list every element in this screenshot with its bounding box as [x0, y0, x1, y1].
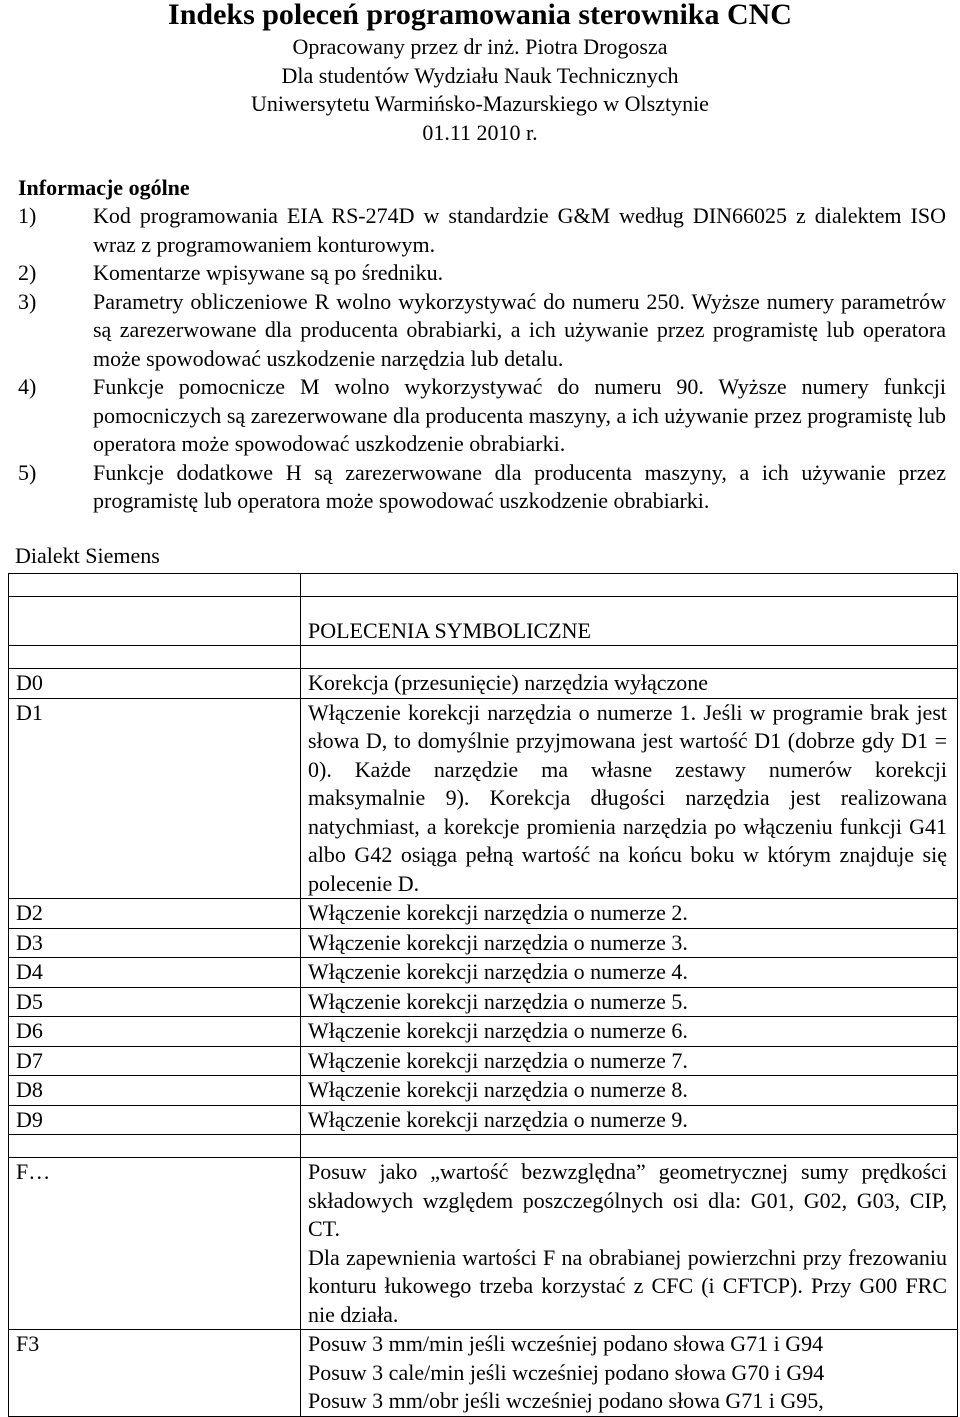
general-info-heading: Informacje ogólne [18, 175, 190, 200]
list-item [18, 459, 946, 516]
table-row [9, 1135, 958, 1158]
author-line: Opracowany przez dr inż. Piotra Drogosza [292, 34, 668, 59]
table-row [9, 987, 958, 1017]
table-row [9, 1076, 958, 1106]
item-number: 2) [18, 260, 37, 285]
description-paragraph: Posuw jako „wartość bezwzględna” geometrycznej sumy prędkości składowych względem poszczególnych osi dla: G01, G02, G03, CIP, CT. [308, 1159, 947, 1241]
document-subtitle [0, 33, 960, 147]
description-paragraph: Dla zapewnienia wartości F na obrabianej powierzchni przy frezowaniu konturu łukowego trzeba korzystać z CFC (i CFTCP). Przy G00 FRC nie działa. [308, 1244, 947, 1327]
table-heading: POLECENIA SYMBOLICZNE [301, 597, 958, 646]
command-description: Korekcja (przesunięcie) narzędzia wyłączone [301, 669, 958, 699]
table-row [9, 1017, 958, 1047]
item-number: 1) [18, 203, 37, 228]
command-code: D5 [9, 987, 301, 1017]
table-row [9, 646, 958, 669]
item-text: Funkcje dodatkowe H są zarezerwowane dla producenta maszyny, a ich używanie przez programistę lub operatora może spowodować uszkodzenie obrabiarki. [93, 459, 946, 513]
dialect-label: Dialekt Siemens [15, 543, 160, 568]
command-description: Włączenie korekcji narzędzia o numerze 4. [301, 958, 958, 988]
item-text: Parametry obliczeniowe R wolno wykorzystywać do numeru 250. Wyższe numery parametrów są zarezerwowane dla producenta obrabiarki, a ich używanie przez programistę lub operatora może spowodować uszkodzenie narzędzia lub detalu. [93, 288, 946, 371]
table-row [9, 698, 958, 899]
item-text: Komentarze wpisywane są po średniku. [93, 260, 444, 285]
table-row [9, 1105, 958, 1135]
command-code: D9 [9, 1105, 301, 1135]
command-description: Włączenie korekcji narzędzia o numerze 5. [301, 987, 958, 1017]
command-description: Włączenie korekcji narzędzia o numerze 3. [301, 928, 958, 958]
command-code: D2 [9, 899, 301, 929]
item-text: Funkcje pomocnicze M wolno wykorzystywać do numeru 90. Wyższe numery funkcji pomocniczych są zarezerwowane dla producenta maszyny, a ich używanie przez programistę lub operatora może spowodować uszkodzenie obrabiarki. [93, 374, 946, 456]
command-code: F3 [9, 1330, 301, 1417]
command-description: Włączenie korekcji narzędzia o numerze 9. [301, 1105, 958, 1135]
item-text: Kod programowania EIA RS-274D w standardzie G&M według DIN66025 z dialektem ISO wraz z programowaniem konturowym. [93, 203, 946, 257]
university-line: Uniwersytetu Warmińsko-Mazurskiego w Olsztynie [251, 91, 709, 116]
item-number: 5) [18, 459, 37, 485]
description-line: Posuw 3 mm/min jeśli wcześniej podano słowa G71 i G94 [308, 1331, 824, 1356]
general-info-list [18, 202, 946, 516]
command-description: Włączenie korekcji narzędzia o numerze 6. [301, 1017, 958, 1047]
table-row [9, 958, 958, 988]
table-row [9, 1158, 958, 1330]
command-code: D8 [9, 1076, 301, 1106]
command-code: D3 [9, 928, 301, 958]
table-row [9, 928, 958, 958]
command-description: Włączenie korekcji narzędzia o numerze 7. [301, 1046, 958, 1076]
table-header-row [9, 597, 958, 646]
command-description: Włączenie korekcji narzędzia o numerze 8. [301, 1076, 958, 1106]
list-item [18, 259, 946, 288]
command-description: Włączenie korekcji narzędzia o numerze 1. Jeśli w programie brak jest słowa D, to domyślnie przyjmowana jest wartość D1 (dobrze gdy D1 = 0). Każde narzędzie ma własne zestawy numerów korekcji maksymalnie 9). Korekcja długości narzędzia jest realizowana natychmiast, a korekcje promienia narzędzia po włączeniu funkcji G41 albo G42 osiąga pełną wartość na końcu boku w którym znajduje się polecenie D. [301, 698, 958, 899]
table-row [9, 899, 958, 929]
command-description [301, 1330, 958, 1417]
item-number: 3) [18, 288, 37, 314]
item-number: 4) [18, 374, 37, 399]
faculty-line: Dla studentów Wydziału Nauk Technicznych [281, 62, 679, 88]
command-table [8, 573, 958, 1417]
command-code: F… [9, 1158, 301, 1330]
command-code: D4 [9, 958, 301, 988]
document-title: Indeks poleceń programowania sterownika CNC [168, 0, 792, 31]
list-item [18, 373, 946, 459]
description-line: Posuw 3 cale/min jeśli wcześniej podano słowa G70 i G94 [308, 1359, 825, 1385]
table-row [9, 574, 958, 597]
command-code: D0 [9, 669, 301, 699]
date-line: 01.11 2010 r. [422, 119, 538, 145]
table-row [9, 1330, 958, 1417]
command-code: D1 [9, 698, 301, 899]
list-item [18, 288, 946, 374]
description-line: Posuw 3 mm/obr jeśli wcześniej podano słowa G71 i G95, [308, 1388, 824, 1413]
command-description [301, 1158, 958, 1330]
command-description: Włączenie korekcji narzędzia o numerze 2. [301, 899, 958, 929]
table-row [9, 669, 958, 699]
command-code: D7 [9, 1046, 301, 1076]
table-row [9, 1046, 958, 1076]
list-item [18, 202, 946, 259]
command-code: D6 [9, 1017, 301, 1047]
